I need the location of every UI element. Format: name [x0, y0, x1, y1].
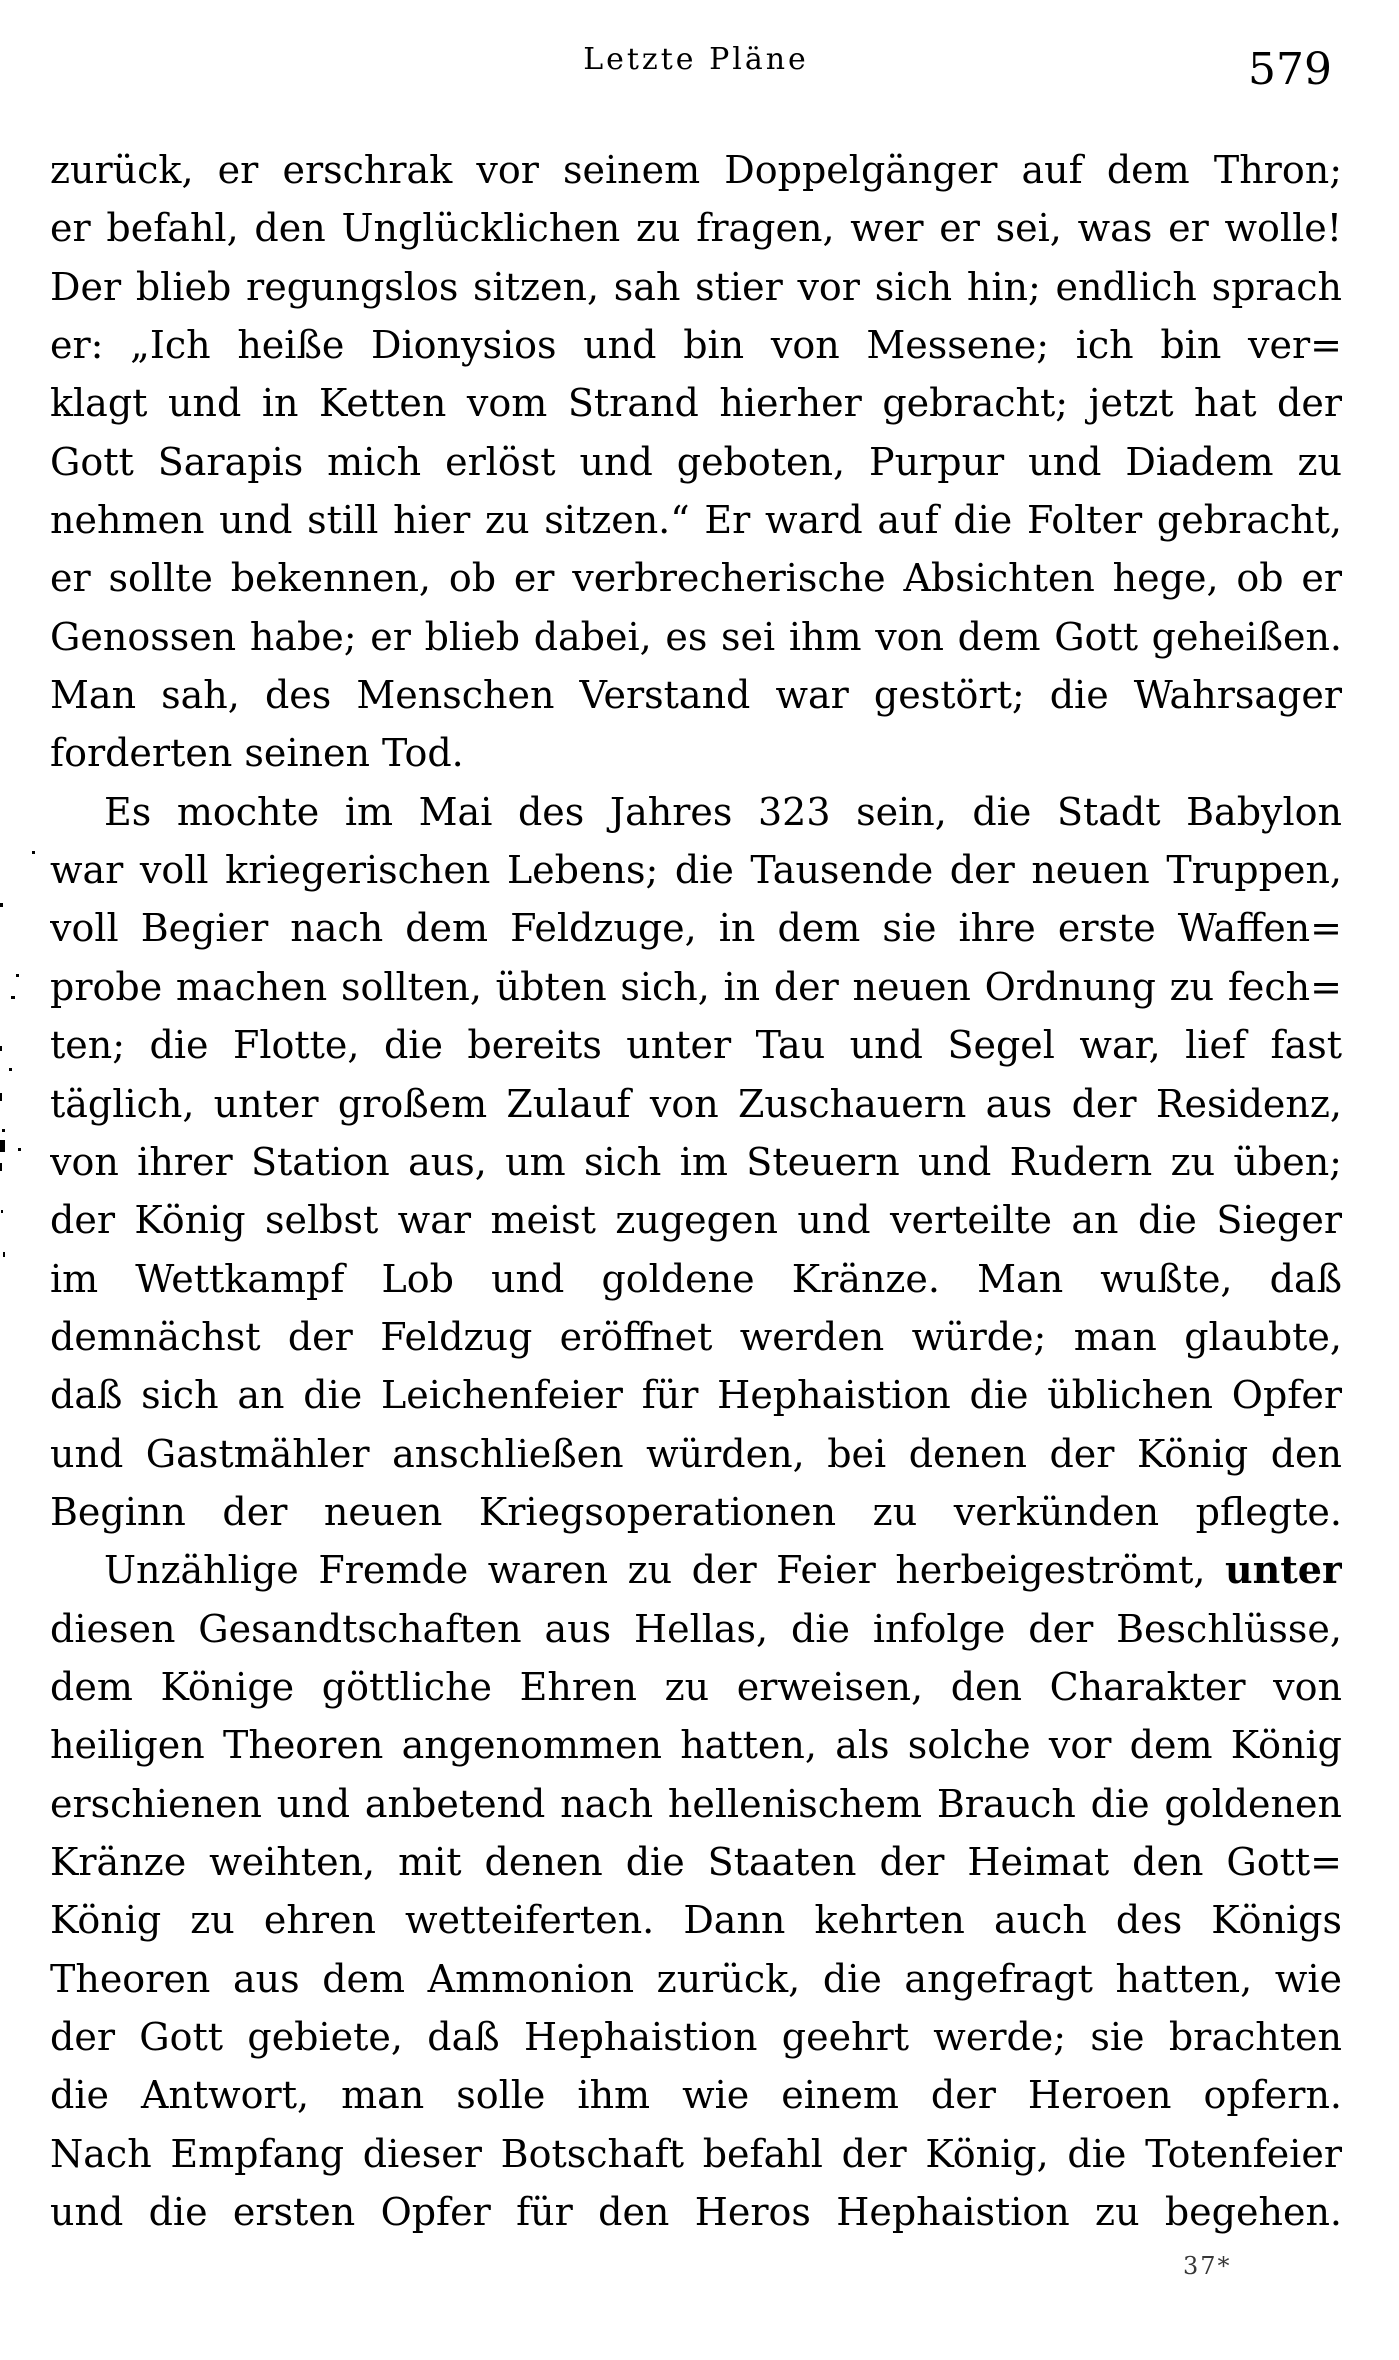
- scan-speck: [9, 1068, 12, 1071]
- scan-speck: [3, 1252, 5, 1257]
- text-line: die Antwort, man solle ihm wie einem der Heroen opfern.: [50, 2073, 1342, 2118]
- text-line: probe machen sollten, übten sich, in der neuen Ordnung zu fech=: [50, 964, 1342, 1009]
- text-line: demnächst der Feldzug eröffnet werden würde; man glaubte,: [50, 1314, 1342, 1359]
- text-line: Gott Sarapis mich erlöst und geboten, Purpur und Diadem zu: [50, 439, 1342, 484]
- scan-speck: [2, 1129, 5, 1132]
- text-line: Beginn der neuen Kriegsoperationen zu verkünden pflegte.: [50, 1489, 1342, 1534]
- text-line: und die ersten Opfer für den Heros Hephaistion zu begehen.: [50, 2190, 1342, 2235]
- text-line: Unzählige Fremde waren zu der Feier herbeigeströmt, unter: [104, 1547, 1342, 1593]
- text-line: Genossen habe; er blieb dabei, es sei ihm von dem Gott geheißen.: [50, 614, 1342, 659]
- running-head-title: Letzte Pläne: [583, 42, 809, 77]
- text-line: Kränze weihten, mit denen die Staaten der Heimat den Gott=: [50, 1839, 1342, 1884]
- text-line: er: „Ich heiße Dionysios und bin von Messene; ich bin ver=: [50, 323, 1342, 368]
- scan-speck: [1, 1210, 3, 1213]
- text-line: im Wettkampf Lob und goldene Kränze. Man wußte, daß: [50, 1256, 1342, 1301]
- text-line: der Gott gebiete, daß Hephaistion geehrt werde; sie brachten: [50, 2015, 1342, 2059]
- text-line: voll Begier nach dem Feldzuge, in dem sie ihre erste Waffen=: [50, 906, 1342, 951]
- text-line: ten; die Flotte, die bereits unter Tau und Segel war, lief fast: [50, 1023, 1342, 1068]
- text-line: und Gastmähler anschließen würden, bei denen der König den: [50, 1431, 1342, 1476]
- text-line: Nach Empfang dieser Botschaft befahl der König, die Totenfeier: [50, 2131, 1342, 2176]
- scan-speck: [18, 1148, 21, 1151]
- text-line: diesen Gesandtschaften aus Hellas, die infolge der Beschlüsse,: [50, 1606, 1342, 1651]
- text-line: Es mochte im Mai des Jahres 323 sein, die Stadt Babylon: [104, 789, 1342, 834]
- scan-speck: [11, 996, 15, 999]
- scan-speck: [0, 1046, 2, 1051]
- text-line: nehmen und still hier zu sitzen.“ Er ward auf die Folter gebracht,: [50, 498, 1342, 543]
- signature-mark: 37*: [1183, 2252, 1232, 2280]
- text-line: er befahl, den Unglücklichen zu fragen, wer er sei, was er wolle!: [50, 206, 1342, 251]
- text-block: [50, 141, 1342, 2241]
- text-line: forderten seinen Tod.: [50, 731, 464, 776]
- paragraph: [50, 783, 1342, 1541]
- scan-speck: [0, 1163, 2, 1171]
- text-line: war voll kriegerischen Lebens; die Tausende der neuen Truppen,: [50, 848, 1342, 893]
- text-line: Man sah, des Menschen Verstand war gestört; die Wahrsager: [50, 673, 1342, 718]
- page-number: 579: [1248, 44, 1332, 95]
- text-line: täglich, unter großem Zulauf von Zuschauern aus der Residenz,: [50, 1081, 1342, 1126]
- text-line: von ihrer Station aus, um sich im Steuern und Rudern zu üben;: [50, 1139, 1342, 1184]
- paragraph: [50, 141, 1342, 783]
- scan-speck: [0, 1093, 2, 1101]
- scan-speck: [16, 974, 19, 977]
- paragraph: [50, 1541, 1342, 2241]
- text-line: Der blieb regungslos sitzen, sah stier vor sich hin; endlich sprach: [50, 264, 1342, 309]
- text-line: zurück, er erschrak vor seinem Doppelgänger auf dem Thron;: [50, 148, 1342, 192]
- scan-speck: [32, 851, 35, 854]
- text-line: er sollte bekennen, ob er verbrecherische Absichten hege, ob er: [50, 556, 1342, 601]
- text-line: erschienen und anbetend nach hellenischem Brauch die goldenen: [50, 1781, 1342, 1826]
- text-line: heiligen Theoren angenommen hatten, als solche vor dem König: [50, 1723, 1342, 1768]
- text-line: dem Könige göttliche Ehren zu erweisen, den Charakter von: [50, 1664, 1342, 1709]
- text-line: der König selbst war meist zugegen und verteilte an die Sieger: [50, 1198, 1342, 1243]
- text-line: daß sich an die Leichenfeier für Hephaistion die üblichen Opfer: [50, 1373, 1342, 1418]
- scan-speck: [0, 1140, 5, 1152]
- text-line: König zu ehren wetteiferten. Dann kehrten auch des Königs: [50, 1898, 1342, 1943]
- text-line: klagt und in Ketten vom Strand hierher gebracht; jetzt hat der: [50, 381, 1342, 426]
- text-line: Theoren aus dem Ammonion zurück, die angefragt hatten, wie: [50, 1956, 1342, 2001]
- scan-speck: [0, 903, 3, 907]
